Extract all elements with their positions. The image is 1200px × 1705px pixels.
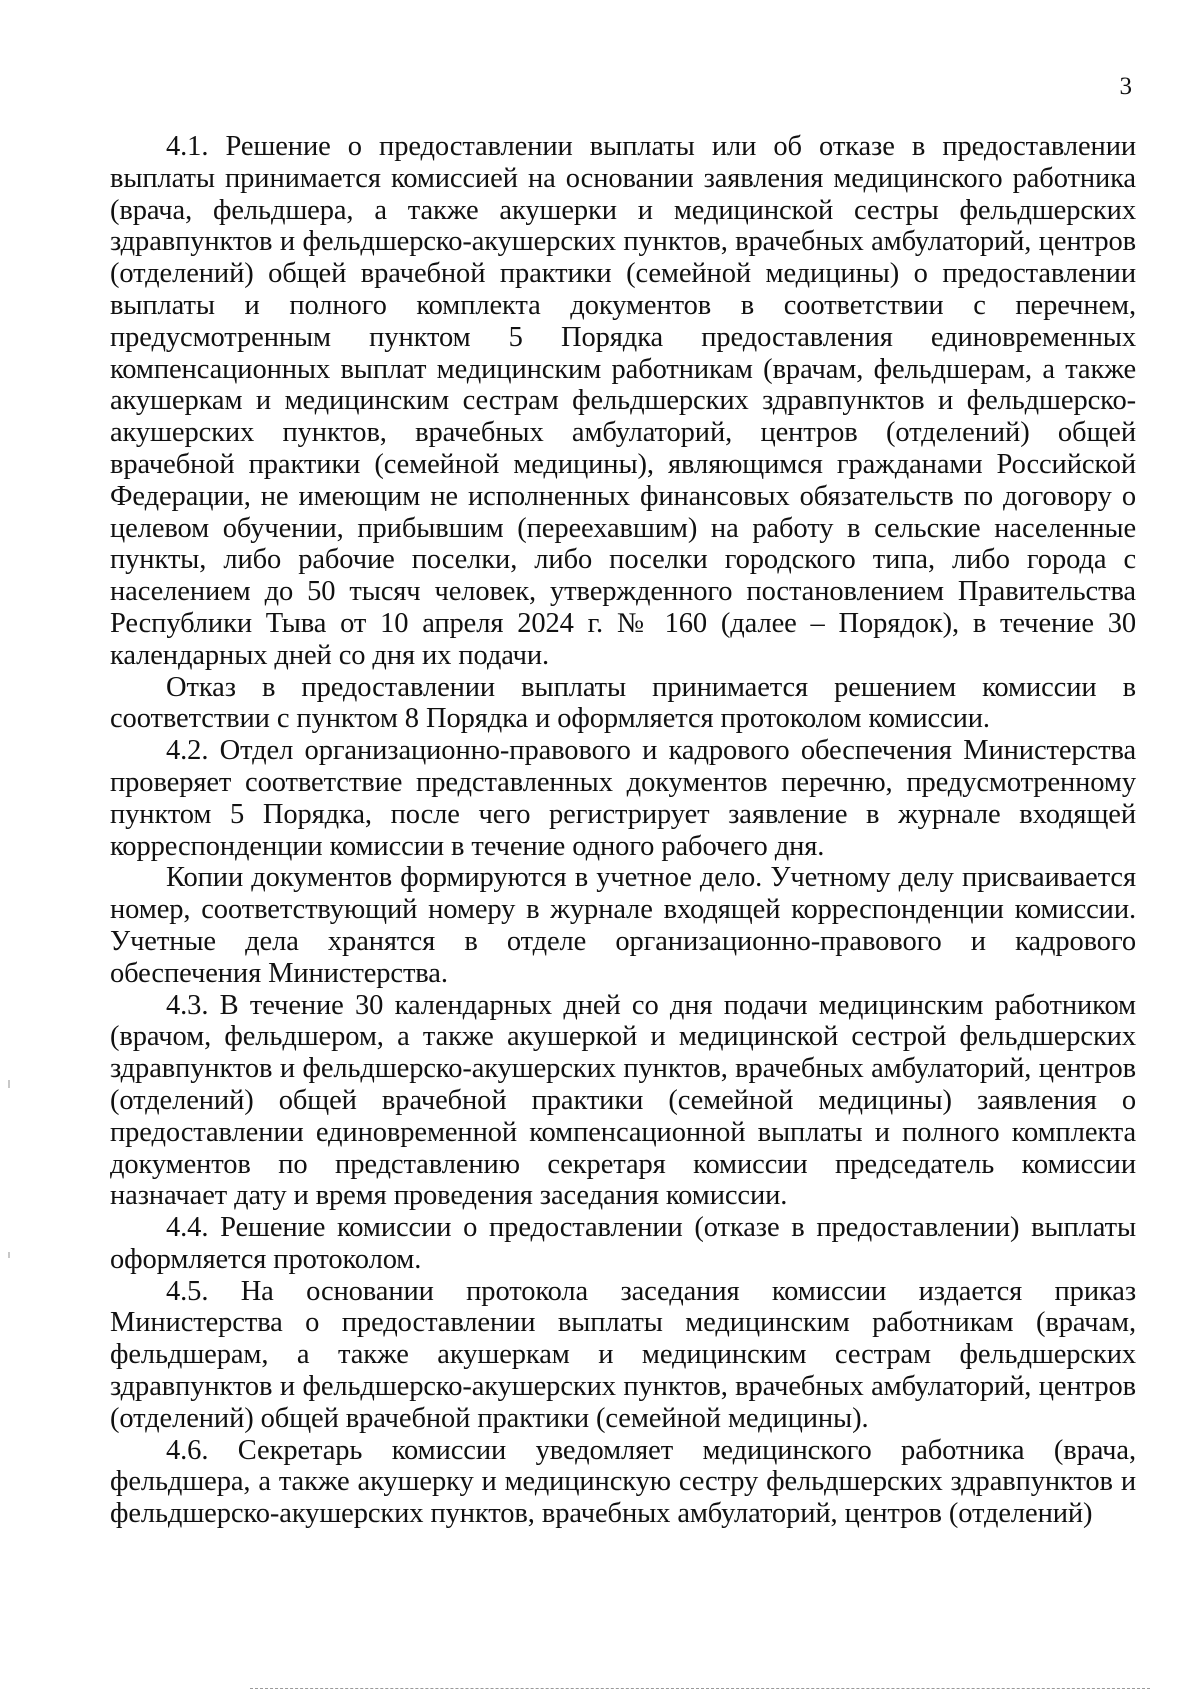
paragraph-4-6: 4.6. Секретарь комиссии уведомляет медицинского работника (врача, фельдшера, а также акушерку и медицинскую сестру фельдшерских здравпунктов и фельдшерско-акушерских пунктов, врачебных амбулаторий, центров (отделений) — [110, 1434, 1136, 1530]
paragraph-4-2: 4.2. Отдел организационно-правового и кадрового обеспечения Министерства проверяет соответствие представленных документов перечню, предусмотренному пунктом 5 Порядка, после чего регистрирует заявление в журнале входящей корреспонденции комиссии в течение одного рабочего дня. — [110, 735, 1136, 862]
paragraph-4-4: 4.4. Решение комиссии о предоставлении (отказе в предоставлении) выплаты оформляется протоколом. — [110, 1212, 1136, 1275]
paragraph-4-5: 4.5. На основании протокола заседания комиссии издается приказ Министерства о предоставлении выплаты медицинским работникам (врачам, фельдшерам, а также акушеркам и медицинским сестрам фельдшерских здравпунктов и фельдшерско-акушерских пунктов, врачебных амбулаторий, центров (отделений) общей врачебной практики (семейной медицины). — [110, 1275, 1136, 1434]
document-body — [110, 131, 1136, 1530]
scan-artifact-mark — [8, 1080, 10, 1088]
paragraph-4-3: 4.3. В течение 30 календарных дней со дня подачи медицинским работником (врачом, фельдшером, а также акушеркой и медицинской сестрой фельдшерских здравпунктов и фельдшерско-акушерских пунктов, врачебных амбулаторий, центров (отделений) общей врачебной практики (семейной медицины) заявления о предоставлении единовременной компенсационной выплаты и полного комплекта документов по представлению секретаря комиссии председатель комиссии назначает дату и время проведения заседания комиссии. — [110, 989, 1136, 1212]
page-number: 3 — [1119, 73, 1132, 100]
scan-artifact-mark — [8, 1252, 10, 1258]
paragraph-4-1: 4.1. Решение о предоставлении выплаты или об отказе в предоставлении выплаты принимается комиссией на основании заявления медицинского работника (врача, фельдшера, а также акушерки и медицинской сестры фельдшерских здравпунктов и фельдшерско-акушерских пунктов, врачебных амбулаторий, центров (отделений) общей врачебной практики (семейной медицины) о предоставлении выплаты и полного комплекта документов в соответствии с перечнем, предусмотренным пунктом 5 Порядка предоставления единовременных компенсационных выплат медицинским работникам (врачам, фельдшерам, а также акушеркам и медицинским сестрам фельдшерских здравпунктов и фельдшерско-акушерских пунктов, врачебных амбулаторий, центров (отделений) общей врачебной практики (семейной медицины), являющимся гражданами Российской Федерации, не имеющим не исполненных финансовых обязательств по договору о целевом обучении, прибывшим (переехавшим) на работу в сельские населенные пункты, либо рабочие поселки, либо поселки городского типа, либо города с населением до 50 тысяч человек, утвержденного постановлением Правительства Республики Тыва от 10 апреля 2024 г. № 160 (далее – Порядок), в течение 30 календарных дней со дня их подачи. — [110, 131, 1136, 671]
paragraph-refusal: Отказ в предоставлении выплаты принимается решением комиссии в соответствии с пунктом 8 Порядка и оформляется протоколом комиссии. — [110, 671, 1136, 735]
paragraph-copies: Копии документов формируются в учетное дело. Учетному делу присваивается номер, соответствующий номеру в журнале входящей корреспонденции комиссии. Учетные дела хранятся в отделе организационно-правового и кадрового обеспечения Министерства. — [110, 862, 1136, 989]
bottom-scan-rule — [250, 1688, 1150, 1689]
